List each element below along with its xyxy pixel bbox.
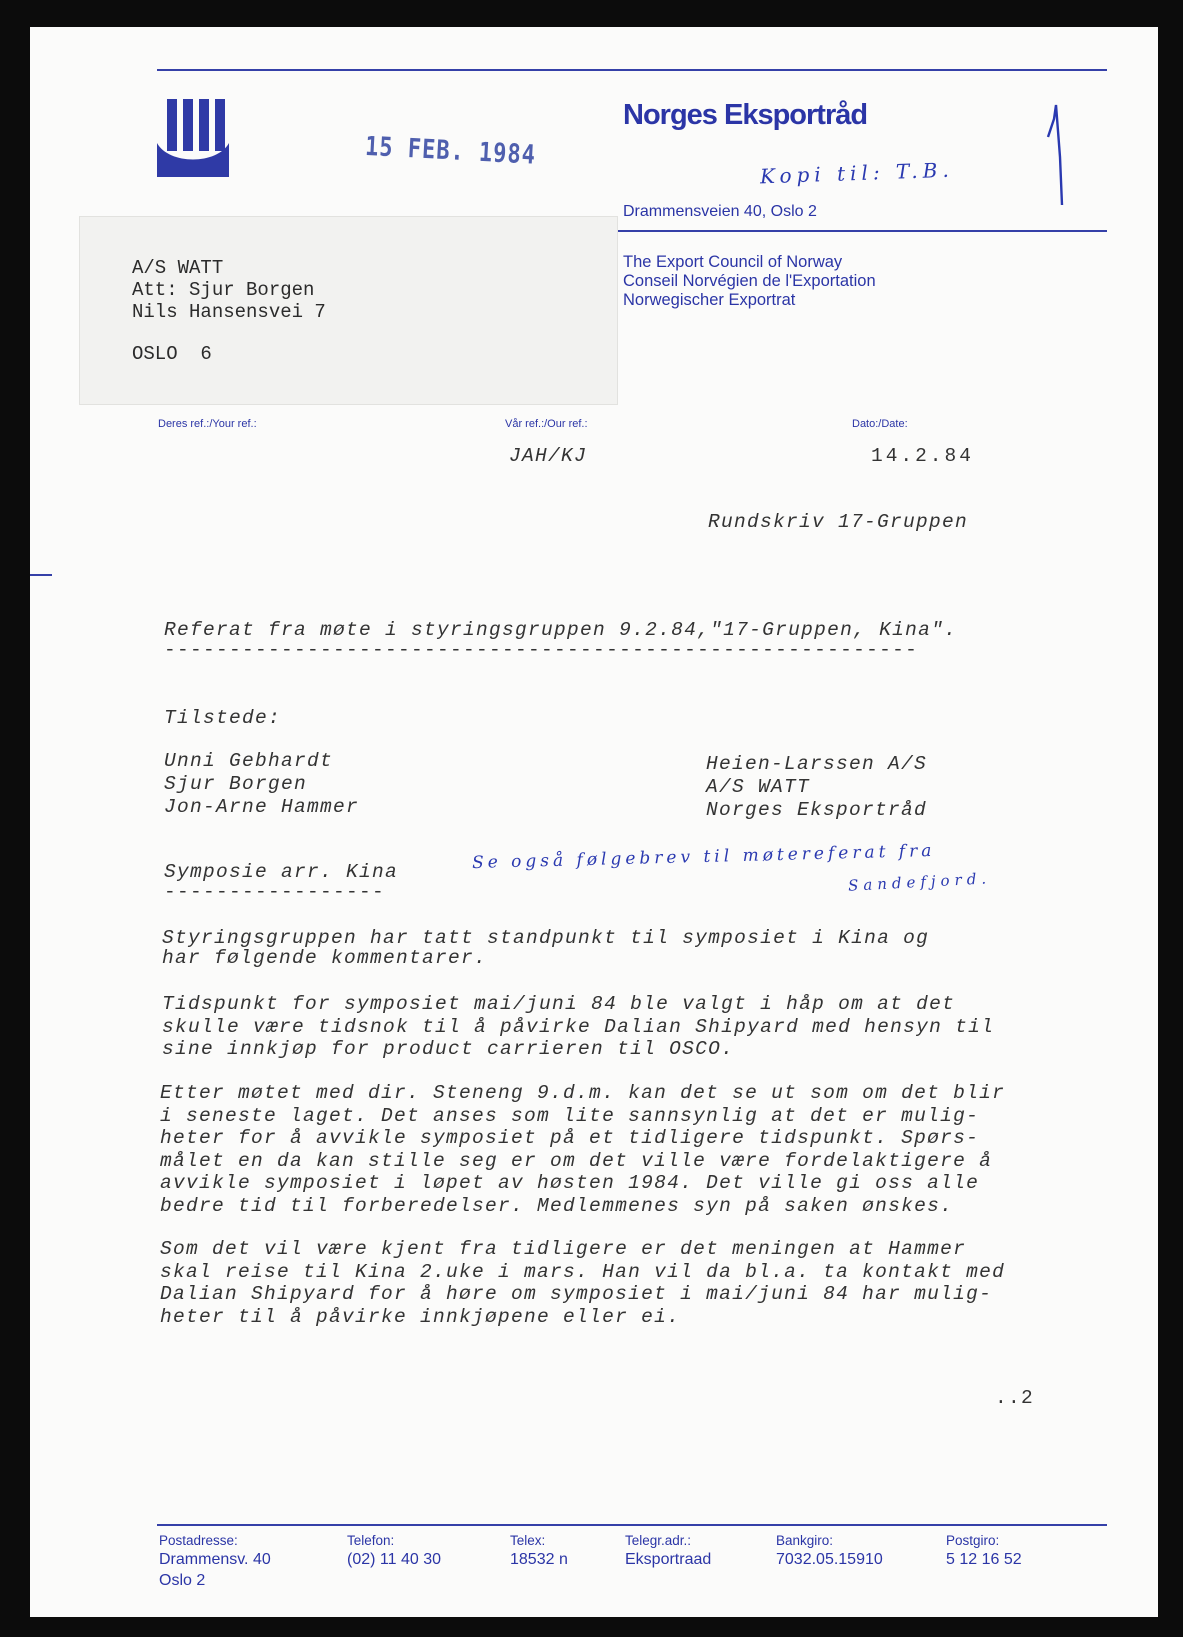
- footer-value-telegram: Eksportraad: [625, 1551, 712, 1568]
- paragraph: [160, 1238, 1060, 1328]
- footer-value-telex: 18532 n: [510, 1551, 568, 1568]
- footer-value-bankgiro: 7032.05.15910: [776, 1551, 883, 1568]
- our-ref-label: Vår ref.:/Our ref.:: [505, 418, 588, 430]
- paragraph-line: bedre tid til forberedelser. Medlemmenes syn på saken ønskes.: [160, 1194, 954, 1217]
- paragraph-line: heter for å avvikle symposiet på et tidligere tidspunkt. Spørs-: [160, 1127, 980, 1149]
- letter-page: [30, 27, 1158, 1617]
- attendee-name: Unni Gebhardt: [164, 750, 334, 772]
- recipient-street: Nils Hansensvei 7: [132, 301, 326, 323]
- recipient-company: A/S WATT: [132, 257, 224, 279]
- paragraph-line: har følgende kommentarer.: [162, 946, 488, 969]
- footer-label-postgiro: Postgiro:: [946, 1533, 1000, 1548]
- attendee-company: Heien-Larssen A/S: [706, 753, 928, 775]
- footer-value-postgiro: 5 12 16 52: [946, 1551, 1022, 1568]
- paragraph-line: heter til å påvirke innkjøpene eller ei.: [160, 1305, 681, 1328]
- paragraph-line: i seneste laget. Det anses som lite sannsynlig at det er mulig-: [160, 1104, 980, 1127]
- paragraph-line: skulle være tidsnok til å påvirke Dalian Shipyard med hensyn til: [162, 1015, 995, 1038]
- our-ref-value: JAH/KJ: [509, 445, 588, 467]
- ship-sail-logo-icon: [157, 99, 229, 177]
- footer-label-telex: Telex:: [510, 1533, 546, 1548]
- attendee-name: Jon-Arne Hammer: [164, 796, 360, 818]
- paragraph-line: Dalian Shipyard for å høre om symposiet i mai/juni 84 har mulig-: [160, 1283, 993, 1305]
- paragraph-line: skal reise til Kina 2.uke i mars. Han vil da bl.a. ta kontakt med: [160, 1260, 1006, 1283]
- present-heading: Tilstede:: [164, 707, 282, 729]
- top-rule: [157, 69, 1107, 71]
- org-address: Drammensveien 40, Oslo 2: [623, 203, 817, 220]
- paragraph: [160, 1082, 1060, 1217]
- footer-value-phone: (02) 11 40 30: [347, 1551, 441, 1568]
- footer-rule: [157, 1524, 1107, 1526]
- your-ref-label: Deres ref.:/Your ref.:: [158, 418, 257, 430]
- footer-label-bankgiro: Bankgiro:: [776, 1533, 834, 1548]
- section-heading: Symposie arr. Kina: [164, 861, 399, 883]
- handwritten-margin-note: Se også følgebrev til møtereferat fra: [471, 840, 936, 874]
- footer-value-postaddress: Drammensv. 40: [159, 1551, 271, 1568]
- paragraph-line: målet en da kan stille seg er om det ville være fordelaktigere å: [160, 1149, 993, 1172]
- circular-title: Rundskriv 17-Gruppen: [708, 511, 969, 533]
- page-continuation-mark: ..2: [995, 1387, 1035, 1409]
- paragraph-line: Som det vil være kjent fra tidligere er det meningen at Hammer: [160, 1238, 967, 1260]
- paragraph: [162, 993, 1062, 1061]
- meeting-title: Referat fra møte i styringsgruppen 9.2.84,"17-Gruppen, Kina".: [164, 619, 958, 641]
- paragraph-line: Etter møtet med dir. Steneng 9.d.m. kan det se ut som om det blir: [160, 1082, 1006, 1104]
- footer-label-postaddress: Postadresse:: [159, 1533, 238, 1548]
- org-name-german: Norwegischer Exportrat: [623, 291, 796, 309]
- meeting-title-underline: ----------------------------------------------------------: [164, 639, 919, 661]
- attendee-name: Sjur Borgen: [164, 773, 308, 795]
- org-name-english: The Export Council of Norway: [623, 253, 843, 271]
- received-date-stamp: 15 FEB. 1984: [364, 132, 537, 171]
- recipient-city: OSLO 6: [132, 343, 212, 365]
- footer-value-postaddress-city: Oslo 2: [159, 1572, 206, 1589]
- handwritten-copy-note: Kopi til: T.B.: [759, 157, 955, 189]
- org-name: Norges Eksportråd: [623, 99, 868, 131]
- section-heading-underline: -----------------: [164, 881, 386, 903]
- org-name-french: Conseil Norvégien de l'Exportation: [623, 272, 876, 290]
- paragraph-line: avvikle symposiet i løpet av høsten 1984. Det ville gi oss alle: [160, 1172, 980, 1194]
- date-value: 14.2.84: [871, 445, 974, 467]
- handwritten-margin-note-cont: Sandefjord.: [847, 869, 992, 895]
- fold-mark: [30, 574, 52, 576]
- recipient-attention: Att: Sjur Borgen: [132, 279, 315, 301]
- paragraph-line: Styringsgruppen har tatt standpunkt til symposiet i Kina og: [162, 927, 930, 949]
- paragraph-line: sine innkjøp for product carrieren til OSCO.: [162, 1038, 735, 1060]
- attendee-company: Norges Eksportråd: [706, 799, 928, 821]
- handwritten-checkmark: [1042, 97, 1068, 214]
- address-rule: [615, 230, 1107, 232]
- paragraph-line: Tidspunkt for symposiet mai/juni 84 ble valgt i håp om at det: [162, 993, 956, 1015]
- date-label: Dato:/Date:: [852, 418, 908, 430]
- footer-label-telegram: Telegr.adr.:: [625, 1533, 692, 1548]
- attendee-company: A/S WATT: [706, 776, 811, 798]
- paragraph: [162, 927, 1062, 969]
- footer-label-phone: Telefon:: [347, 1533, 395, 1548]
